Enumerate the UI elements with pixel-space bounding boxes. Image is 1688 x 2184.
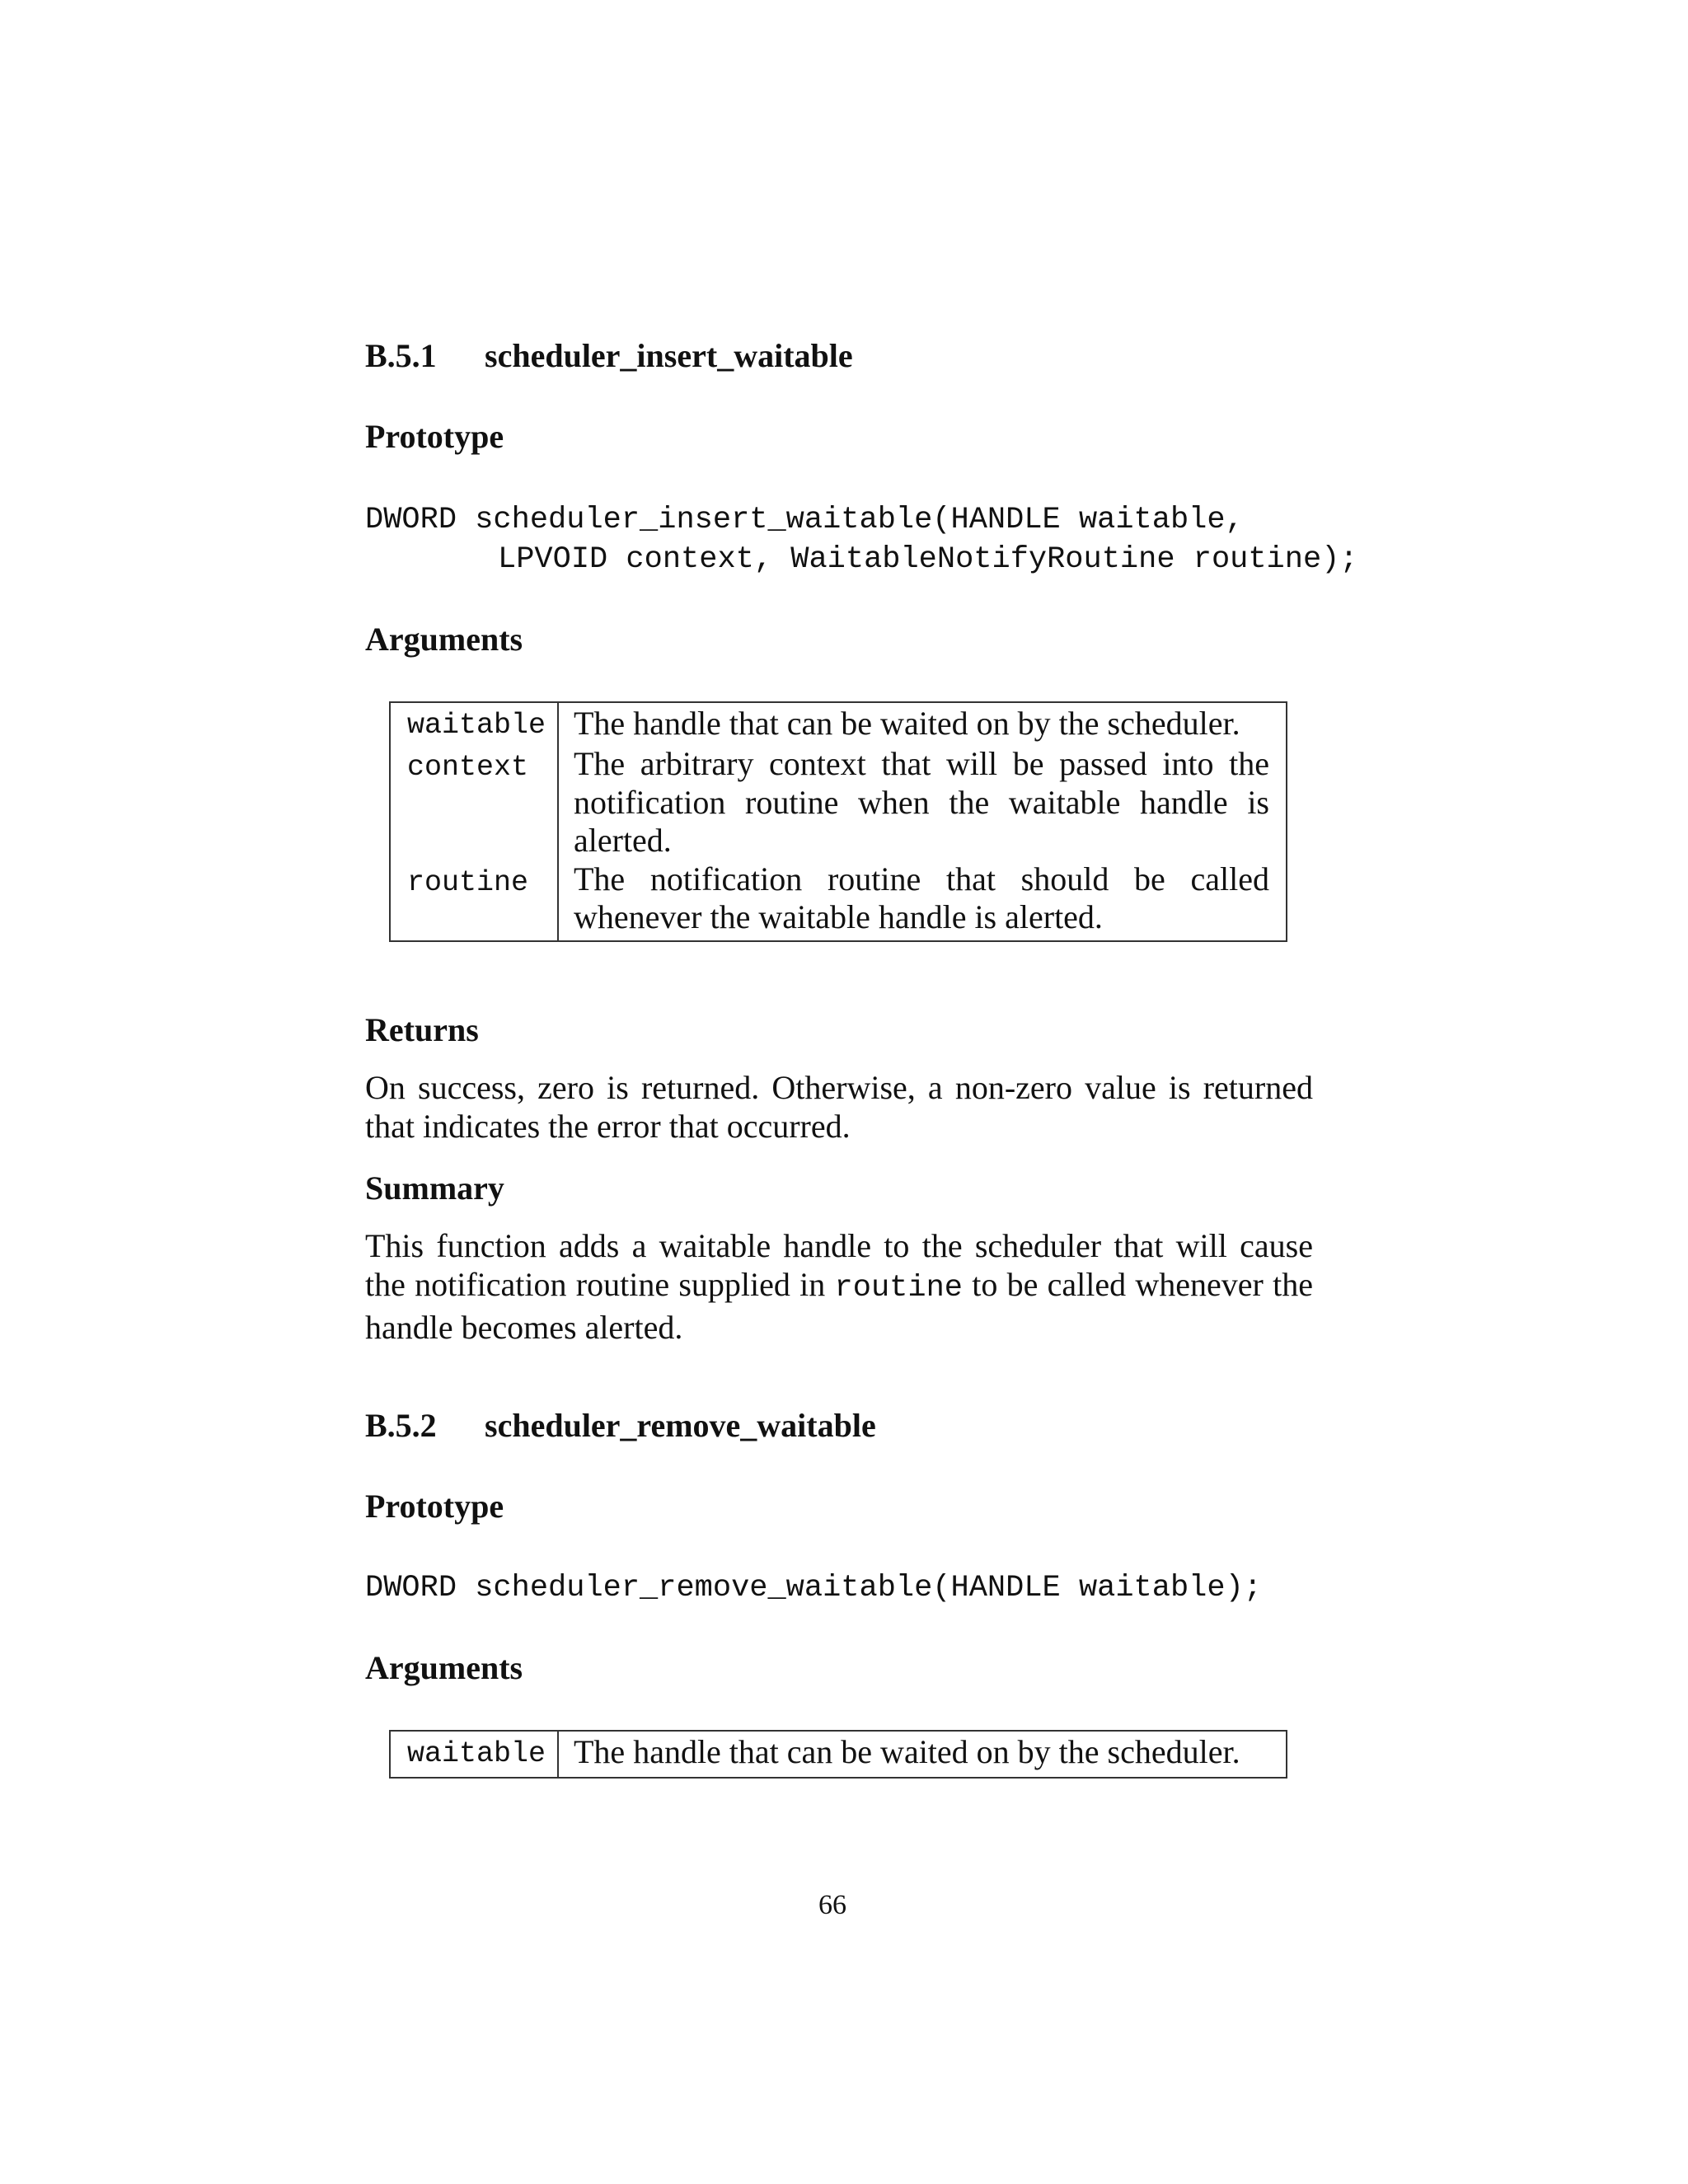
returns-paragraph: On success, zero is returned. Otherwise, a non-zero value is returned that indicates the error that occurred. [365,1069,1313,1145]
argument-name: context [390,745,558,860]
table-row [390,702,1287,745]
section-heading-remove-waitable [365,1406,876,1446]
page-number: 66 [818,1890,846,1920]
prototype-heading: Prototype [365,418,504,455]
table-row [390,1731,1287,1778]
argument-description: The notification routine that should be called whenever the waitable handle is alerted. [574,860,1269,935]
argument-description: The handle that can be waited on by the scheduler. [574,705,1240,742]
argument-name: waitable [390,702,558,745]
summary-text: This function adds a waitable handle to the scheduler that will cause the notification routine supplied in [365,1227,1313,1303]
section-number: B.5.2 [365,1407,437,1444]
argument-name: waitable [390,1731,558,1778]
arguments-heading: Arguments [365,621,523,658]
prototype-heading: Prototype [365,1488,504,1525]
summary-text: to be called whenever the handle becomes alerted. [365,1266,1313,1346]
table-row [390,860,1287,941]
arguments-heading: Arguments [365,1649,523,1686]
section-title: scheduler_remove_waitable [485,1407,876,1444]
prototype-line-1: DWORD scheduler_insert_waitable(HANDLE waitable, [365,503,1244,537]
prototype-line-1: DWORD scheduler_remove_waitable(HANDLE waitable); [365,1571,1262,1605]
argument-description: The arbitrary context that will be passed into the notification routine when the waitable handle is alerted. [574,745,1269,859]
section-heading-insert-waitable [365,336,853,376]
argument-name: routine [390,860,558,941]
summary-paragraph [365,1226,1313,1347]
argument-description: The handle that can be waited on by the scheduler. [574,1733,1240,1770]
arguments-table [389,701,1287,942]
prototype-line-2: LPVOID context, WaitableNotifyRoutine routine); [498,542,1358,577]
table-row [390,745,1287,860]
summary-code: routine [834,1271,963,1305]
returns-heading: Returns [365,1011,479,1048]
arguments-table [389,1730,1287,1779]
summary-heading: Summary [365,1169,504,1207]
section-title: scheduler_insert_waitable [485,337,853,374]
section-number: B.5.1 [365,337,437,374]
